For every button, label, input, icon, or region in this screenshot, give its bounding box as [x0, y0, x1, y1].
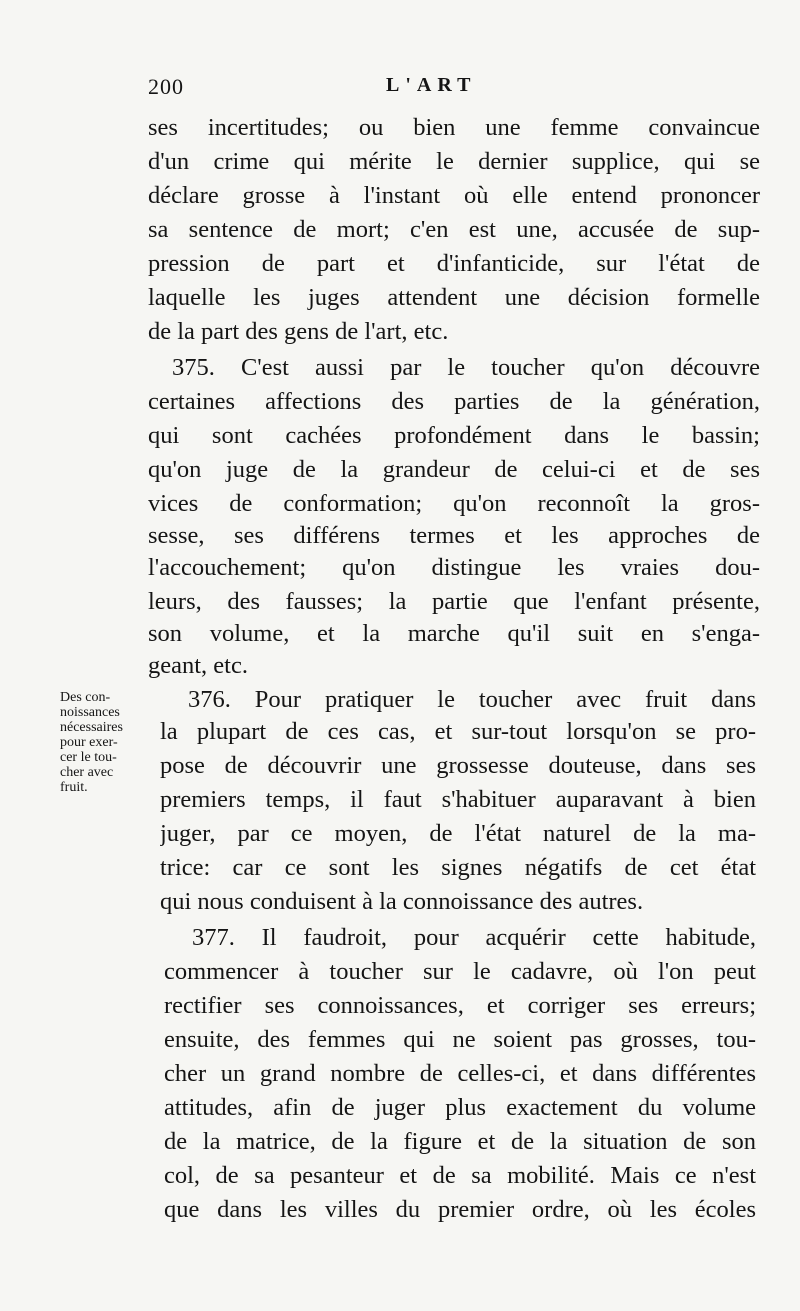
text-line: pression de part et d'infanticide, sur l'état de: [148, 250, 760, 277]
text-line: certaines affections des parties de la génération,: [148, 388, 760, 415]
page-number: 200: [148, 74, 184, 99]
margin-note-line: cher avec: [60, 765, 114, 780]
text-line: qui sont cachées profondément dans le bassin;: [148, 422, 760, 449]
text-line: juger, par ce moyen, de l'état naturel de la ma-: [160, 820, 756, 847]
text-line: pose de découvrir une grossesse douteuse, dans ses: [160, 752, 756, 779]
text-line: leurs, des fausses; la partie que l'enfant présente,: [148, 588, 760, 615]
text-line: déclare grosse à l'instant où elle entend prononcer: [148, 182, 760, 209]
text-line: commencer à toucher sur le cadavre, où l'on peut: [164, 958, 756, 985]
text-line: ensuite, des femmes qui ne soient pas grosses, tou-: [164, 1026, 756, 1053]
margin-note: [60, 690, 152, 795]
text-line: que dans les villes du premier ordre, où les écoles: [164, 1196, 756, 1223]
paragraph-375-start: 375. C'est aussi par le toucher qu'on découvre: [172, 354, 760, 381]
margin-note-line: noissances: [60, 705, 120, 720]
text-line: de la part des gens de l'art, etc.: [148, 318, 449, 345]
text-line: premiers temps, il faut s'habituer auparavant à bien: [160, 786, 756, 813]
page-header: [148, 74, 528, 104]
text-line: d'un crime qui mérite le dernier supplice, qui se: [148, 148, 760, 175]
text-line: sesse, ses différens termes et les approches de: [148, 522, 760, 549]
paragraph-376-start: 376. Pour pratiquer le toucher avec fruit dans: [188, 686, 756, 713]
text-line: ses incertitudes; ou bien une femme convaincue: [148, 114, 760, 141]
margin-note-line: cer le tou-: [60, 750, 117, 765]
margin-note-line: nécessaires: [60, 720, 123, 735]
text-line: trice: car ce sont les signes négatifs de cet état: [160, 854, 756, 881]
text-line: col, de sa pesanteur et de sa mobilité. Mais ce n'est: [164, 1162, 756, 1189]
paragraph-377-start: 377. Il faudroit, pour acquérir cette habitude,: [192, 924, 756, 951]
text-line: rectifier ses connoissances, et corriger ses erreurs;: [164, 992, 756, 1019]
text-line: vices de conformation; qu'on reconnoît la gros-: [148, 490, 760, 517]
text-line: qui nous conduisent à la connoissance des autres.: [160, 888, 644, 915]
text-line: laquelle les juges attendent une décision formelle: [148, 284, 760, 311]
text-line: la plupart de ces cas, et sur-tout lorsqu'on se pro-: [160, 718, 756, 745]
text-line: de la matrice, de la figure et de la situation de son: [164, 1128, 756, 1155]
margin-note-line: fruit.: [60, 780, 88, 795]
text-line: attitudes, afin de juger plus exactement du volume: [164, 1094, 756, 1121]
running-title: L'ART: [386, 74, 477, 96]
margin-note-line: pour exer-: [60, 735, 118, 750]
text-line: geant, etc.: [148, 652, 248, 679]
text-line: sa sentence de mort; c'en est une, accusée de sup-: [148, 216, 760, 243]
text-line: qu'on juge de la grandeur de celui-ci et de ses: [148, 456, 760, 483]
margin-note-line: Des con-: [60, 690, 111, 705]
text-line: son volume, et la marche qu'il suit en s'enga-: [148, 620, 760, 647]
text-line: l'accouchement; qu'on distingue les vraies dou-: [148, 554, 760, 581]
text-line: cher un grand nombre de celles-ci, et dans différentes: [164, 1060, 756, 1087]
